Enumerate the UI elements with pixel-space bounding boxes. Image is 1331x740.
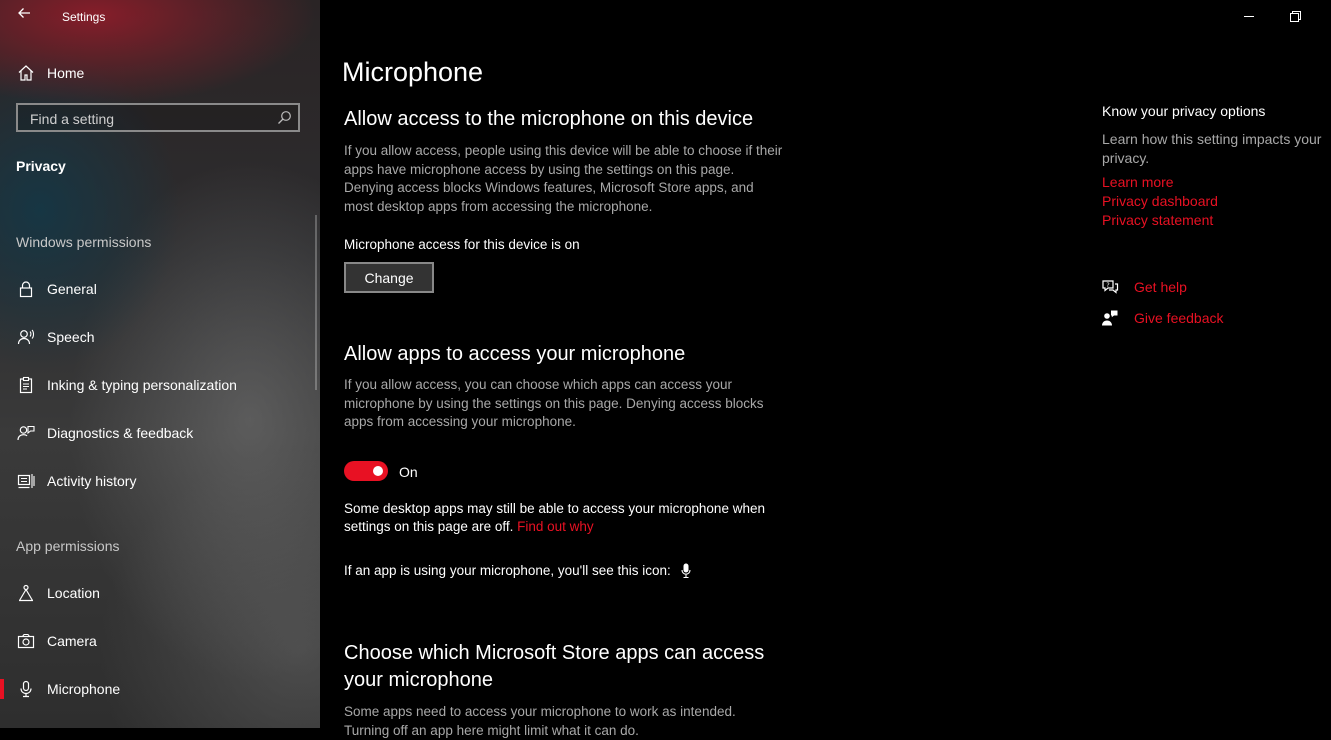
store-apps-description: Some apps need to access your microphone to work as intended. Turning off an app here might limit what it can do. xyxy=(344,704,736,738)
search-input[interactable] xyxy=(28,108,272,130)
sidebar-item-label: Activity history xyxy=(47,473,137,489)
sidebar-item-label: Home xyxy=(47,65,85,81)
back-button[interactable] xyxy=(14,6,34,26)
apps-access-description: If you allow access, you can choose which apps can access your microphone by using the settings on this page. Denying access blocks apps from accessing your microphone. xyxy=(344,377,764,429)
privacy-options-title: Know your privacy options xyxy=(1102,103,1266,119)
get-help-link[interactable] xyxy=(1100,277,1187,297)
privacy-dashboard-link[interactable]: Privacy dashboard xyxy=(1102,193,1218,209)
speech-icon xyxy=(16,327,36,347)
sidebar-item-diagnostics-feedback[interactable] xyxy=(0,413,320,453)
category-header: Privacy xyxy=(16,158,66,174)
sidebar-item-label: Inking & typing personalization xyxy=(47,377,237,393)
desktop-apps-note-text: Some desktop apps may still be able to access your microphone when settings on this page are off. xyxy=(344,501,765,534)
sidebar-item-microphone[interactable] xyxy=(0,669,320,709)
svg-text:?: ? xyxy=(1106,280,1110,289)
sidebar-item-inking-typing[interactable] xyxy=(0,365,320,405)
toggle-knob xyxy=(373,466,383,476)
store-apps-heading: Choose which Microsoft Store apps can access your microphone xyxy=(344,642,765,691)
main-content xyxy=(320,0,1331,738)
get-help-icon xyxy=(1100,277,1120,297)
icon-note-text: If an app is using your microphone, you'll see this icon: xyxy=(344,563,671,578)
sidebar-item-location[interactable] xyxy=(0,573,320,613)
clipboard-icon xyxy=(16,375,36,395)
sidebar-item-activity-history[interactable] xyxy=(0,461,320,501)
change-button[interactable]: Change xyxy=(344,262,434,293)
give-feedback-label: Give feedback xyxy=(1134,310,1224,326)
device-access-status: Microphone access for this device is on xyxy=(344,237,580,252)
device-access-heading: Allow access to the microphone on this device xyxy=(344,108,754,130)
microphone-icon xyxy=(16,679,36,699)
device-access-description: If you allow access, people using this device will be able to choose if their apps have microphone access by using the settings on this page. Denying access blocks Windows features, Microsoft Store apps, and most desktop apps from accessing the microphone. xyxy=(344,143,783,214)
sidebar-item-label: General xyxy=(47,281,97,297)
give-feedback-link[interactable] xyxy=(1100,308,1224,328)
toggle-state-label: On xyxy=(399,464,418,480)
sidebar-item-general[interactable] xyxy=(0,269,320,309)
page-title: Microphone xyxy=(342,57,484,87)
sidebar-item-label: Location xyxy=(47,585,100,601)
privacy-options-description: Learn how this setting impacts your privacy. xyxy=(1102,131,1322,166)
camera-icon xyxy=(16,631,36,651)
activity-history-icon xyxy=(16,471,36,491)
find-out-why-link[interactable]: Find out why xyxy=(517,519,594,534)
give-feedback-icon xyxy=(1100,308,1120,328)
apps-access-toggle[interactable] xyxy=(344,461,388,481)
sidebar-item-label: Speech xyxy=(47,329,95,345)
sidebar-item-label: Microphone xyxy=(47,681,121,697)
privacy-statement-link[interactable]: Privacy statement xyxy=(1102,212,1214,228)
window-title: Settings xyxy=(62,10,106,24)
back-arrow-icon xyxy=(17,6,31,20)
sidebar-item-speech[interactable] xyxy=(0,317,320,357)
group-header-app-permissions: App permissions xyxy=(16,538,120,554)
sidebar-scrollbar[interactable] xyxy=(315,215,317,390)
home-icon xyxy=(16,63,36,83)
minimize-icon xyxy=(1244,11,1254,21)
search-box xyxy=(16,103,300,132)
minimize-button[interactable] xyxy=(1226,0,1272,32)
lock-icon xyxy=(16,279,36,299)
sidebar xyxy=(0,0,320,728)
group-header-windows-permissions: Windows permissions xyxy=(16,234,152,250)
desktop-apps-note xyxy=(344,500,794,536)
restore-icon xyxy=(1290,11,1301,22)
get-help-label: Get help xyxy=(1134,279,1187,295)
search-icon[interactable] xyxy=(277,110,292,125)
sidebar-item-home[interactable] xyxy=(0,53,320,93)
sidebar-item-label: Diagnostics & feedback xyxy=(47,425,194,441)
apps-access-heading: Allow apps to access your microphone xyxy=(344,343,686,365)
location-icon xyxy=(16,583,36,603)
person-feedback-icon xyxy=(16,423,36,443)
sidebar-item-camera[interactable] xyxy=(0,621,320,661)
restore-button[interactable] xyxy=(1272,0,1318,32)
microphone-in-use-icon xyxy=(681,563,691,579)
icon-note xyxy=(344,562,691,580)
sidebar-item-label: Camera xyxy=(47,633,97,649)
learn-more-link[interactable]: Learn more xyxy=(1102,174,1174,190)
